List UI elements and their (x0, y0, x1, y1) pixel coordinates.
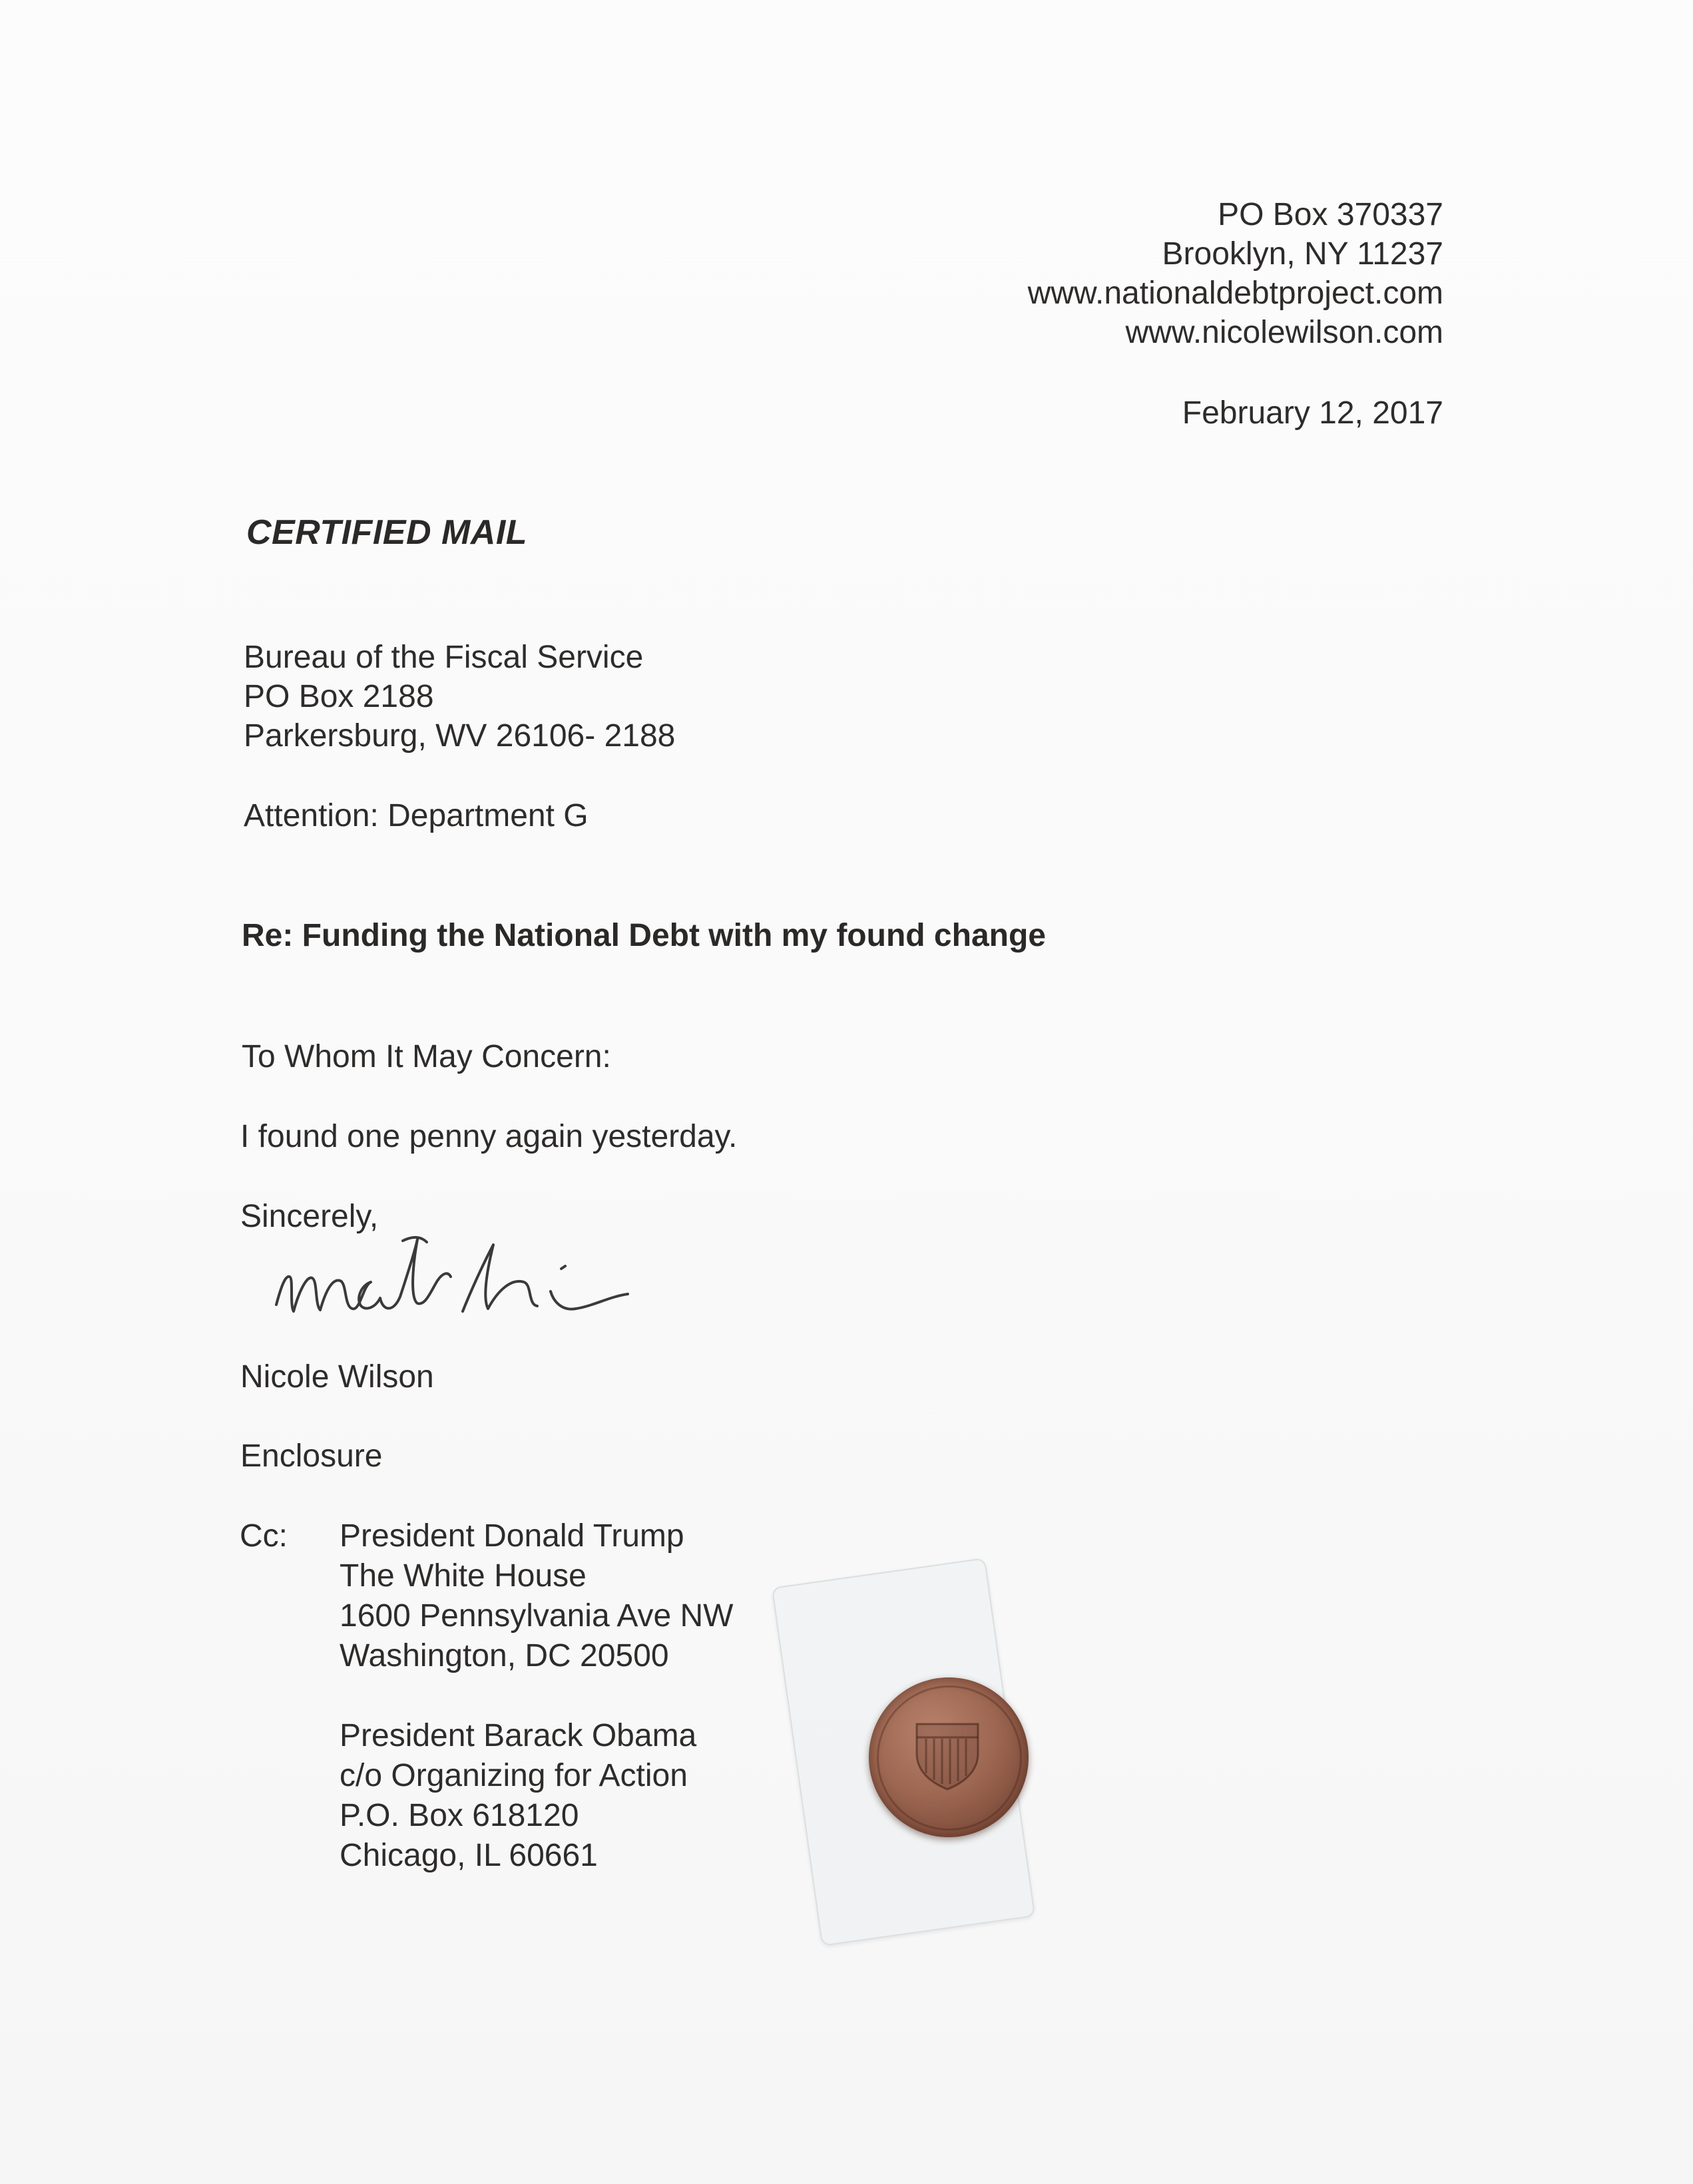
recipient-address-line1: PO Box 2188 (244, 679, 434, 714)
cc-recipient-line: 1600 Pennsylvania Ave NW (340, 1598, 734, 1634)
letter-date: February 12, 2017 (1182, 395, 1443, 431)
subject-line: Re: Funding the National Debt with my found change (242, 918, 1046, 953)
sender-website-2: www.nicolewilson.com (1125, 315, 1443, 350)
cc-recipient-line: Chicago, IL 60661 (340, 1838, 598, 1873)
sender-address-line2: Brooklyn, NY 11237 (1162, 236, 1443, 272)
penny-coin (869, 1677, 1029, 1837)
cc-recipient-line: President Donald Trump (340, 1518, 684, 1554)
cc-label: Cc: (240, 1518, 288, 1554)
cc-recipient-line: c/o Organizing for Action (340, 1758, 688, 1793)
cc-recipient-line: President Barack Obama (340, 1718, 697, 1753)
closing: Sincerely, (240, 1199, 379, 1234)
sender-address-line1: PO Box 370337 (1218, 197, 1443, 232)
salutation: To Whom It May Concern: (242, 1039, 611, 1074)
signer-name: Nicole Wilson (240, 1359, 434, 1395)
enclosure-note: Enclosure (240, 1438, 383, 1474)
union-shield-icon (907, 1712, 987, 1792)
body-text: I found one penny again yesterday. (240, 1119, 738, 1154)
mail-type-heading: CERTIFIED MAIL (246, 513, 528, 552)
recipient-address-line2: Parkersburg, WV 26106- 2188 (244, 718, 676, 754)
handwritten-signature (263, 1211, 649, 1338)
cc-recipient-line: The White House (340, 1558, 587, 1594)
cc-recipient-line: Washington, DC 20500 (340, 1638, 669, 1673)
enclosed-penny (796, 1571, 1009, 1930)
sender-website-1: www.nationaldebtproject.com (1027, 276, 1443, 311)
cc-recipient-line: P.O. Box 618120 (340, 1798, 579, 1833)
recipient-name: Bureau of the Fiscal Service (244, 640, 644, 675)
recipient-attention: Attention: Department G (244, 798, 589, 833)
